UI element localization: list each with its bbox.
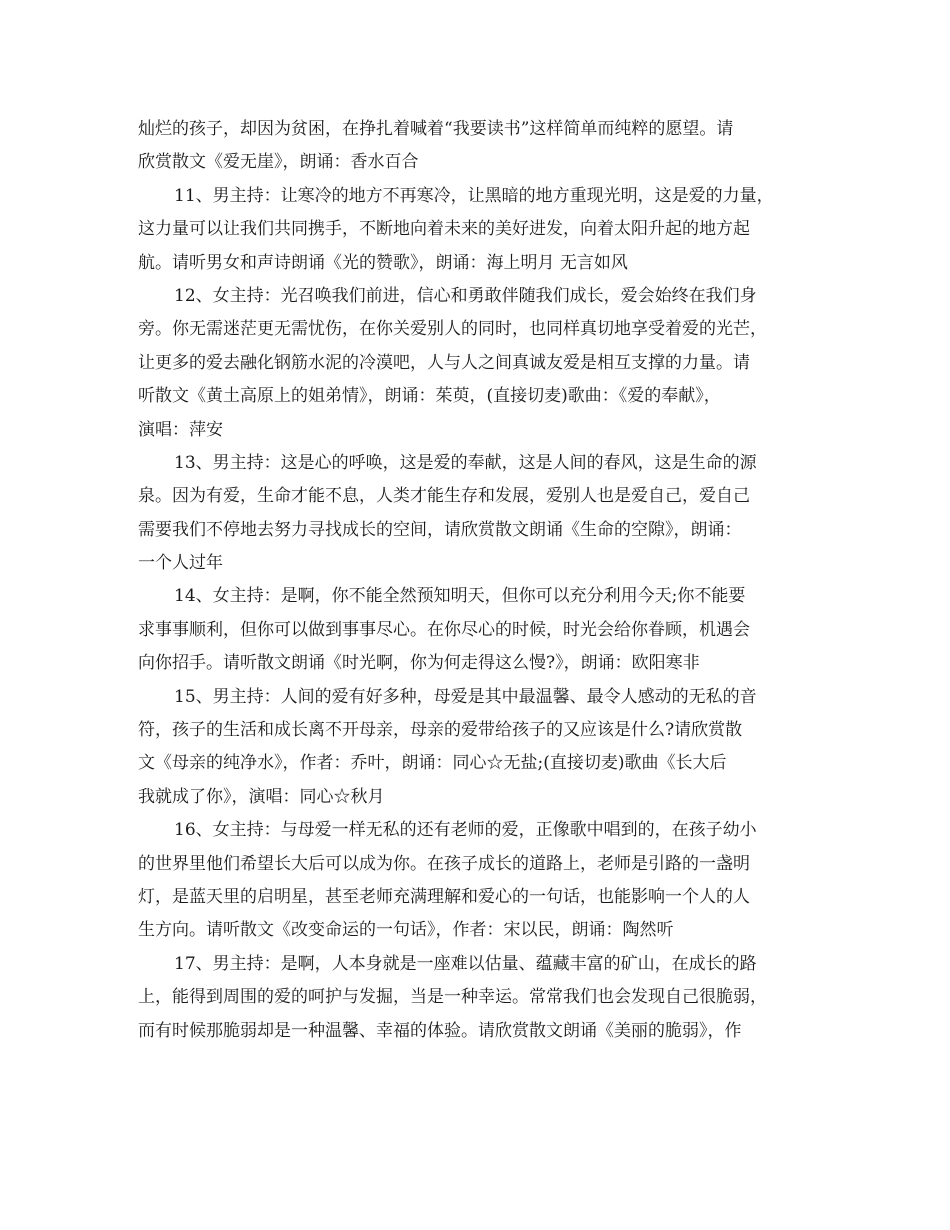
text-line: 11、男主持：让寒冷的地方不再寒冷，让黑暗的地方重现光明，这是爱的力量， — [174, 185, 774, 206]
text-line: 航。请听男女和声诗朗诵《光的赞歌》，朗诵：海上明月 无言如风 — [138, 252, 628, 273]
text-line: 这力量可以让我们共同携手，不断地向着未来的美好进发，向着太阳升起的地方起 — [138, 219, 750, 240]
text-line: 让更多的爱去融化钢筋水泥的冷漠吧，人与人之间真诚友爱是相互支撑的力量。请 — [138, 352, 750, 373]
paragraph-16-female-host — [138, 814, 828, 948]
paragraph-15-male-host — [138, 681, 828, 815]
text-line: 我就成了你》，演唱：同心☆秋月 — [138, 786, 385, 807]
text-line: 灿烂的孩子，却因为贫困，在挣扎着喊着“我要读书”这样简单而纯粹的愿望。请 — [138, 119, 734, 139]
text-line: 生方向。请听散文《改变命运的一句话》，作者：宋以民，朗诵：陶然听 — [138, 920, 674, 941]
text-line: 13、男主持：这是心的呼唤，这是爱的奉献，这是人间的春风，这是生命的源 — [174, 452, 757, 473]
document-body — [138, 113, 828, 1048]
text-line: 欣赏散文《爱无崖》，朗诵：香水百合 — [138, 152, 419, 173]
text-line: 12、女主持：光召唤我们前进，信心和勇敢伴随我们成长，爱会始终在我们身 — [174, 285, 757, 306]
text-line: 15、男主持：人间的爱有好多种，母爱是其中最温馨、最令人感动的无私的音 — [174, 686, 757, 707]
text-line: 17、男主持：是啊，人本身就是一座难以估量、蕴藏丰富的矿山，在成长的路 — [174, 953, 757, 974]
paragraph-17-male-host — [138, 948, 828, 1048]
paragraph-13-male-host — [138, 447, 828, 581]
text-line: 旁。你无需迷茫更无需忧伤，在你关爱别人的同时，也同样真切地享受着爱的光芒， — [138, 319, 767, 340]
text-line: 而有时候那脆弱却是一种温馨、幸福的体验。请欣赏散文朗诵《美丽的脆弱》，作 — [138, 1020, 742, 1041]
paragraph-14-female-host — [138, 580, 828, 680]
text-line: 向你招手。请听散文朗诵《时光啊，你为何走得这么慢?》，朗诵：欧阳寒非 — [138, 653, 700, 674]
paragraph-intro-continued — [138, 113, 828, 180]
paragraph-12-female-host — [138, 280, 828, 447]
text-line: 一个人过年 — [138, 553, 223, 574]
text-line: 上，能得到周围的爱的呵护与发掘，当是一种幸运。常常我们也会发现自己很脆弱， — [138, 987, 767, 1008]
text-line: 泉。因为有爱，生命才能不息，人类才能生存和发展，爱别人也是爱自己，爱自己 — [138, 486, 750, 507]
text-line: 16、女主持：与母爱一样无私的还有老师的爱，正像歌中唱到的，在孩子幼小 — [174, 820, 757, 841]
text-line: 需要我们不停地去努力寻找成长的空间，请欣赏散文朗诵《生命的空隙》，朗诵： — [138, 519, 742, 540]
text-line: 求事事顺利，但你可以做到事事尽心。在你尽心的时候，时光会给你眷顾，机遇会 — [138, 619, 750, 640]
text-line: 符，孩子的生活和成长离不开母亲，母亲的爱带给孩子的又应该是什么?请欣赏散 — [138, 720, 743, 741]
paragraph-11-male-host — [138, 180, 828, 280]
text-line: 听散文《黄土高原上的姐弟情》，朗诵：茱萸，(直接切麦)歌曲：《爱的奉献》， — [138, 386, 721, 407]
text-line: 14、女主持：是啊，你不能全然预知明天，但你可以充分利用今天;你不能要 — [174, 586, 746, 607]
text-line: 文《母亲的纯净水》，作者：乔叶，朗诵：同心☆无盐;(直接切麦)歌曲《长大后 — [138, 753, 727, 774]
text-line: 演唱：萍安 — [138, 419, 223, 440]
text-line: 的世界里他们希望长大后可以成为你。在孩子成长的道路上，老师是引路的一盏明 — [138, 853, 750, 874]
text-line: 灯，是蓝天里的启明星，甚至老师充满理解和爱心的一句话，也能影响一个人的人 — [138, 886, 750, 907]
